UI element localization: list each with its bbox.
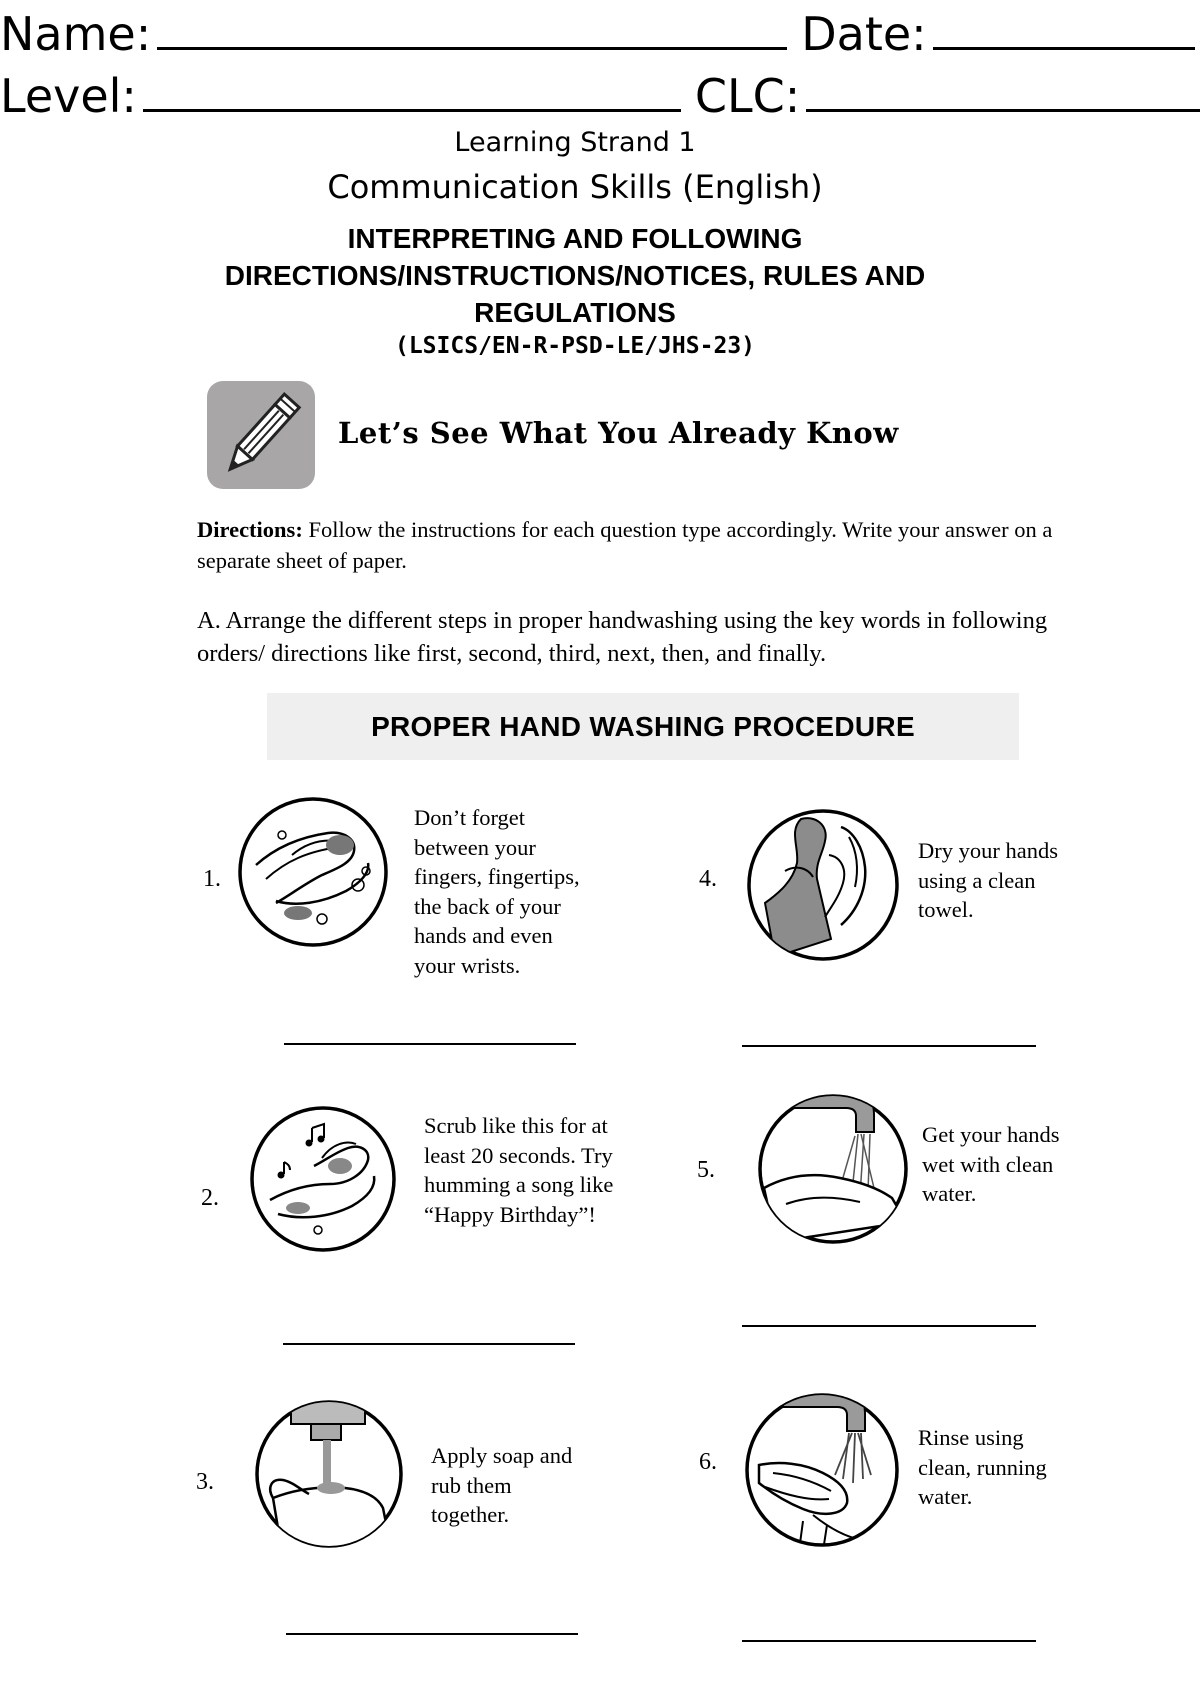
subject-title: Communication Skills (English) — [327, 168, 823, 206]
step-description — [431, 1441, 572, 1530]
step-text-line: humming a song like — [424, 1172, 614, 1197]
pencil-icon — [207, 381, 315, 489]
towel-drying-icon — [745, 807, 901, 963]
step-description — [918, 836, 1058, 925]
step-text-line: “Happy Birthday”! — [424, 1201, 596, 1227]
pencil-badge — [207, 381, 315, 489]
step-text-line: hands and even — [414, 923, 553, 948]
topic-title-line: INTERPRETING AND FOLLOWING — [347, 223, 803, 254]
answer-line[interactable] — [284, 1043, 576, 1045]
step-text-line: least 20 seconds. Try — [424, 1142, 613, 1168]
step-number: 4. — [699, 866, 717, 892]
step-number: 6. — [699, 1449, 717, 1475]
step-text-line: rub them — [431, 1472, 512, 1498]
instruction-a: A. Arrange the different steps in proper handwashing using the key words in following orders/ directions like first, second, third, next, then, and finally. — [197, 607, 1048, 667]
topic-title-line: REGULATIONS — [474, 297, 676, 328]
step-description — [414, 803, 580, 980]
answer-line[interactable] — [742, 1325, 1036, 1327]
directions-paragraph — [197, 514, 1097, 576]
step-text-line: Scrub like this for at — [424, 1113, 608, 1138]
step-description — [918, 1423, 1047, 1512]
learning-strand-title: Learning Strand 1 — [454, 127, 696, 158]
step-text-line: water. — [922, 1181, 977, 1206]
date-label: Date: — [801, 7, 927, 61]
name-date-row — [0, 6, 1200, 62]
step-number: 1. — [203, 866, 221, 892]
step-text-line: together. — [431, 1502, 510, 1527]
step-text-line: between your — [414, 834, 536, 860]
rinse-hands-faucet-icon — [743, 1391, 901, 1549]
wet-hands-faucet-icon — [756, 1092, 910, 1246]
topic-title — [180, 220, 970, 331]
step-text-line: water. — [918, 1484, 973, 1509]
step-text-line: using a clean — [918, 867, 1036, 893]
date-field[interactable] — [933, 7, 1195, 50]
answer-line[interactable] — [283, 1343, 575, 1345]
topic-title-line: DIRECTIONS/INSTRUCTIONS/NOTICES, RULES AND — [224, 260, 926, 291]
clc-label: CLC: — [694, 69, 801, 123]
step-text-line: Apply soap and — [431, 1443, 573, 1468]
step-number: 3. — [196, 1469, 214, 1495]
name-field[interactable] — [157, 7, 787, 50]
step-text-line: clean, running — [918, 1454, 1047, 1480]
directions-label: Directions: — [197, 517, 303, 542]
section-heading: Let’s See What You Already Know — [338, 416, 899, 450]
step-text-line: the back of your — [414, 893, 561, 919]
clc-field[interactable] — [806, 69, 1200, 112]
soap-dispenser-icon — [253, 1398, 406, 1551]
step-number: 5. — [697, 1157, 715, 1183]
step-text-line: Get your hands — [922, 1122, 1060, 1147]
step-description — [424, 1111, 613, 1229]
name-label: Name: — [0, 7, 152, 61]
step-text-line: fingers, fingertips, — [414, 864, 580, 889]
step-text-line: towel. — [918, 897, 974, 922]
step-number: 2. — [201, 1185, 219, 1211]
step-description — [922, 1120, 1059, 1209]
step-text-line: Dry your hands — [918, 838, 1058, 863]
level-field[interactable] — [143, 69, 681, 112]
step-text-line: your wrists. — [414, 952, 521, 978]
step-text-line: Don’t forget — [414, 805, 526, 830]
competency-code: (LSICS/EN-R-PSD-LE/JHS-23) — [394, 333, 756, 359]
procedure-banner: PROPER HAND WASHING PROCEDURE — [267, 693, 1019, 760]
answer-line[interactable] — [742, 1640, 1036, 1642]
directions-text: Follow the instructions for each question type accordingly. Write your answer on a separate sheet of paper. — [197, 517, 1053, 573]
step-text-line: Rinse using — [918, 1425, 1024, 1450]
scrubbing-hands-music-icon — [248, 1104, 398, 1254]
soapy-hands-icon — [236, 795, 390, 949]
answer-line[interactable] — [742, 1045, 1036, 1047]
step-text-line: wet with clean — [922, 1151, 1054, 1177]
level-label: Level: — [0, 69, 137, 123]
answer-line[interactable] — [286, 1633, 578, 1635]
level-clc-row — [0, 68, 1200, 124]
